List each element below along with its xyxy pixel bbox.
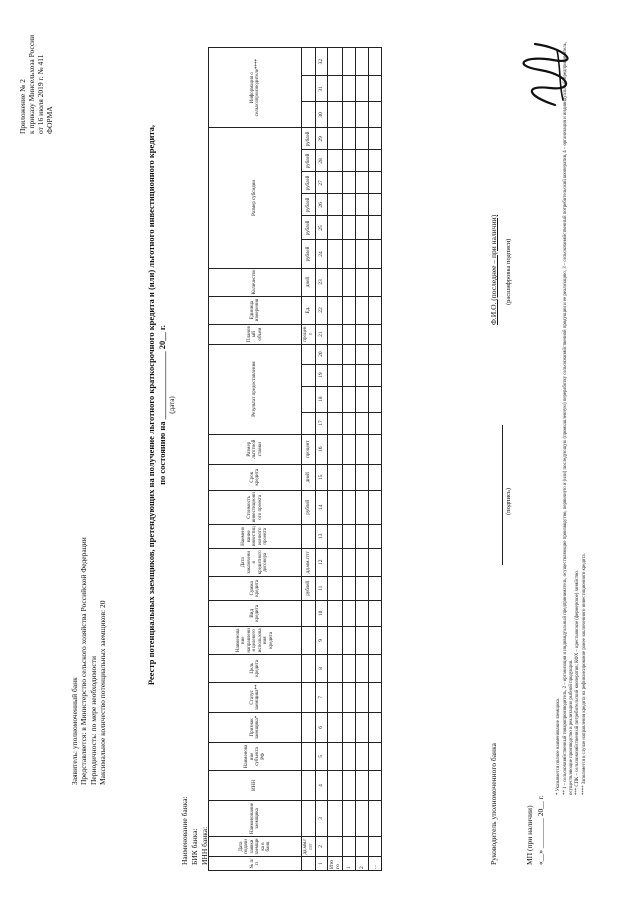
appendix-line: к приказу Минсельхоза России xyxy=(27,34,36,134)
table-cell xyxy=(328,76,343,102)
col-number: 11 xyxy=(316,576,328,600)
table-cell xyxy=(369,742,382,770)
table-cell xyxy=(343,600,356,626)
unit-cell xyxy=(302,857,316,871)
unit-cell xyxy=(302,48,316,76)
table-cell xyxy=(328,654,343,682)
table-cell xyxy=(328,240,343,268)
table-cell xyxy=(328,490,343,524)
bank-inn-label: ИНН банка: xyxy=(199,826,209,865)
table-cell xyxy=(328,324,343,344)
table-cell xyxy=(369,364,382,386)
col-header: Дата подачи заявки заемщика в банк xyxy=(209,836,302,856)
table-cell xyxy=(343,48,356,76)
table-cell xyxy=(343,172,356,194)
table-row xyxy=(356,48,369,871)
col-number: 7 xyxy=(316,682,328,712)
table-cell xyxy=(328,268,343,296)
table-cell xyxy=(343,524,356,548)
table-cell xyxy=(343,386,356,412)
table-cell xyxy=(328,216,343,240)
table-cell xyxy=(343,194,356,216)
table-cell xyxy=(343,412,356,434)
unit-cell: Ед. xyxy=(302,296,316,324)
col-header: № п/п xyxy=(209,857,302,871)
col-number: 23 xyxy=(316,268,328,296)
title-date-line: по состоянию на ________________ 20__ г. xyxy=(157,325,168,485)
table-cell xyxy=(356,296,369,324)
table-cell xyxy=(369,770,382,800)
header-line: Периодичность: по мере необходимости xyxy=(88,655,98,785)
table-cell xyxy=(369,836,382,856)
col-header: Срок кредита xyxy=(209,464,302,490)
table-cell xyxy=(356,770,369,800)
footnote: **** Заполняется в случае направления кредита на рефинансирование ранее заключенного инвестиционного кредита. xyxy=(582,553,587,795)
col-header: Признак заемщика* xyxy=(209,712,302,742)
table-units-row xyxy=(302,48,316,871)
table-cell xyxy=(328,296,343,324)
title-line: Реестр потенциальных заемщиков, претендующих на получение льготного краткосрочного кредита и (или) льготного инвестиционного кредита, xyxy=(146,124,156,686)
table-cell xyxy=(356,216,369,240)
table-cell xyxy=(369,576,382,600)
table-cell xyxy=(343,102,356,128)
col-number: 4 xyxy=(316,770,328,800)
unit-cell xyxy=(302,76,316,102)
col-header: Наименование инвестиционного проекта xyxy=(209,524,302,548)
row-label: Итого xyxy=(328,857,343,871)
unit-cell xyxy=(302,364,316,386)
table-cell xyxy=(369,344,382,364)
signer-position: Руководитель уполномоченного банка xyxy=(489,743,498,865)
table-cell xyxy=(369,682,382,712)
unit-cell: дней xyxy=(302,464,316,490)
table-cell xyxy=(356,386,369,412)
unit-cell xyxy=(302,654,316,682)
table-cell xyxy=(369,412,382,434)
table-cell xyxy=(369,490,382,524)
table-cell xyxy=(356,654,369,682)
sign-caption: (подпись) xyxy=(505,488,512,515)
table-header-row xyxy=(209,48,302,871)
signature-line xyxy=(502,425,503,565)
table-cell xyxy=(369,800,382,836)
table-cell xyxy=(369,296,382,324)
col-number: 12 xyxy=(316,548,328,576)
col-number: 31 xyxy=(316,76,328,102)
table-cell xyxy=(369,76,382,102)
col-number: 21 xyxy=(316,324,328,344)
col-header: Дата заключения кредитного договора xyxy=(209,548,302,576)
col-number: 20 xyxy=(316,344,328,364)
table-cell xyxy=(343,626,356,654)
table-cell xyxy=(356,434,369,464)
table-cell xyxy=(369,102,382,128)
table-cell xyxy=(343,490,356,524)
table-cell xyxy=(343,344,356,364)
stamp-label: МП (при наличии) xyxy=(525,805,534,865)
table-cell xyxy=(343,576,356,600)
table-cell xyxy=(328,150,343,172)
table-cell xyxy=(356,364,369,386)
table-cell xyxy=(343,654,356,682)
table-cell xyxy=(356,524,369,548)
table-cell xyxy=(328,102,343,128)
table-cell xyxy=(343,464,356,490)
handwritten-signature xyxy=(515,40,575,110)
table-cell xyxy=(356,682,369,712)
table-cell xyxy=(356,268,369,296)
table-cell xyxy=(328,344,343,364)
appendix-line: от 16 июля 2019 г. № 411 xyxy=(36,54,45,134)
col-number: 8 xyxy=(316,654,328,682)
unit-cell: рублей xyxy=(302,576,316,600)
footnotes xyxy=(556,15,589,795)
col-header: Единица измерения xyxy=(209,296,302,324)
col-number: 25 xyxy=(316,216,328,240)
table-cell xyxy=(343,76,356,102)
col-number: 2 xyxy=(316,836,328,856)
col-number: 1 xyxy=(316,857,328,871)
table-row xyxy=(369,48,382,871)
table-cell xyxy=(369,150,382,172)
table-cell xyxy=(343,836,356,856)
table-cell xyxy=(328,434,343,464)
table-cell xyxy=(328,364,343,386)
table-cell xyxy=(328,800,343,836)
table-cell xyxy=(343,770,356,800)
col-number: 9 xyxy=(316,626,328,654)
table-cell xyxy=(369,434,382,464)
table-cell xyxy=(356,240,369,268)
table-cell xyxy=(343,682,356,712)
unit-cell: рублей xyxy=(302,240,316,268)
col-header: Результат предоставления xyxy=(209,344,302,434)
table-cell xyxy=(356,150,369,172)
unit-cell xyxy=(302,102,316,128)
col-header: Наименование субъекта РФ xyxy=(209,742,302,770)
table-cell xyxy=(328,576,343,600)
table-cell xyxy=(343,296,356,324)
col-header: Стоимость инвестиционного проекта xyxy=(209,490,302,524)
col-number: 27 xyxy=(316,172,328,194)
table-cell xyxy=(328,412,343,434)
table-cell xyxy=(343,712,356,742)
unit-cell: рублей xyxy=(302,194,316,216)
table-cell xyxy=(369,600,382,626)
table-cell xyxy=(369,48,382,76)
unit-cell xyxy=(302,344,316,364)
table-cell xyxy=(328,548,343,576)
bank-name-label: Наименование банка: xyxy=(180,796,189,865)
table-cell xyxy=(369,128,382,150)
col-number: 14 xyxy=(316,490,328,524)
col-header: Наименование направления целевого использования кредита xyxy=(209,626,302,654)
table-cell xyxy=(343,364,356,386)
table-cell xyxy=(369,240,382,268)
col-number: 13 xyxy=(316,524,328,548)
unit-cell: рублей xyxy=(302,150,316,172)
table-cell xyxy=(343,800,356,836)
sign-date: «__» ________ 20__ г. xyxy=(536,795,546,865)
table-cell xyxy=(356,76,369,102)
table-cell xyxy=(369,548,382,576)
col-header: Наименование заемщика xyxy=(209,800,302,836)
table-cell xyxy=(328,600,343,626)
table-cell xyxy=(356,48,369,76)
appendix-block xyxy=(18,14,54,134)
col-number: 30 xyxy=(316,102,328,128)
unit-cell: дд.мм.гггг xyxy=(302,548,316,576)
row-label: 1 xyxy=(343,857,356,871)
col-number: 16 xyxy=(316,434,328,464)
table-cell xyxy=(343,240,356,268)
table-cell xyxy=(356,490,369,524)
table-cell xyxy=(369,712,382,742)
unit-cell: дд.мм.гггг xyxy=(302,836,316,856)
table-cell xyxy=(343,268,356,296)
table-cell xyxy=(356,626,369,654)
table-cell xyxy=(356,128,369,150)
col-number: 22 xyxy=(316,296,328,324)
bank-bik-label: БИК банка: xyxy=(189,828,199,865)
unit-cell xyxy=(302,626,316,654)
unit-cell: рублей xyxy=(302,172,316,194)
col-header: Статус заемщика** xyxy=(209,682,302,712)
table-cell xyxy=(369,194,382,216)
table-cell xyxy=(369,324,382,344)
table-cell xyxy=(343,742,356,770)
table-cell xyxy=(328,836,343,856)
unit-cell xyxy=(302,800,316,836)
unit-cell: рублей xyxy=(302,216,316,240)
table-cell xyxy=(343,434,356,464)
unit-cell xyxy=(302,386,316,412)
row-label: ... xyxy=(369,857,382,871)
unit-cell xyxy=(302,742,316,770)
table-cell xyxy=(369,268,382,296)
col-number: 6 xyxy=(316,712,328,742)
table-cell xyxy=(356,548,369,576)
col-number: 10 xyxy=(316,600,328,626)
column-number-row xyxy=(316,48,328,871)
appendix-line: ФОРМА xyxy=(45,106,54,134)
table-cell xyxy=(356,742,369,770)
table-cell xyxy=(328,172,343,194)
header-line: Максимальное количество потенциальных заемщиков: 20 xyxy=(98,600,108,785)
unit-cell: процент xyxy=(302,324,316,344)
table-cell xyxy=(343,128,356,150)
table-cell xyxy=(356,324,369,344)
col-number: 24 xyxy=(316,240,328,268)
unit-cell: дней xyxy=(302,268,316,296)
table-cell xyxy=(369,386,382,412)
table-cell xyxy=(328,386,343,412)
table-cell xyxy=(328,626,343,654)
bank-info xyxy=(180,705,209,865)
col-number: 15 xyxy=(316,464,328,490)
table-body xyxy=(328,48,382,871)
date-caption: (дата) xyxy=(168,396,177,414)
table-cell xyxy=(369,464,382,490)
col-header: Информация о сельхозпроизводителе**** xyxy=(209,48,302,128)
fio-label: Ф.И.О. (последнее – при наличии) xyxy=(489,214,498,325)
col-header: ИНН xyxy=(209,770,302,800)
unit-cell: рублей xyxy=(302,128,316,150)
table-cell xyxy=(328,194,343,216)
table-cell xyxy=(356,412,369,434)
col-number: 18 xyxy=(316,386,328,412)
table-cell xyxy=(356,344,369,364)
table-row xyxy=(328,48,343,871)
unit-cell xyxy=(302,524,316,548)
unit-cell xyxy=(302,770,316,800)
row-label: 2 xyxy=(356,857,369,871)
table-cell xyxy=(356,600,369,626)
table-cell xyxy=(328,524,343,548)
table-cell xyxy=(328,770,343,800)
col-number: 5 xyxy=(316,742,328,770)
table-cell xyxy=(356,172,369,194)
table-cell xyxy=(343,150,356,172)
table-cell xyxy=(356,194,369,216)
table-cell xyxy=(343,548,356,576)
col-header: Вид кредита xyxy=(209,600,302,626)
unit-cell xyxy=(302,600,316,626)
table-cell xyxy=(328,682,343,712)
col-header: Плановый объем xyxy=(209,324,302,344)
col-number: 3 xyxy=(316,800,328,836)
table-cell xyxy=(328,742,343,770)
col-header: Размер льготной ставки xyxy=(209,434,302,464)
table-cell xyxy=(369,216,382,240)
footnote: * Указывается полное наименование заемщика. xyxy=(556,697,561,795)
fio-caption: (расшифровка подписи) xyxy=(505,238,512,305)
register-title xyxy=(146,65,177,745)
unit-cell xyxy=(302,412,316,434)
table-cell xyxy=(356,836,369,856)
stamp-block xyxy=(524,795,547,865)
table-cell xyxy=(369,172,382,194)
unit-cell: рублей xyxy=(302,490,316,524)
unit-cell: процент xyxy=(302,434,316,464)
table-cell xyxy=(328,128,343,150)
unit-cell xyxy=(302,712,316,742)
footnote: *** СПК – сельскохозяйственный потребительский кооператив; КФХ – крестьянское (фермерское) хозяйство. xyxy=(575,570,581,795)
table-cell xyxy=(356,712,369,742)
col-header: Количество xyxy=(209,268,302,296)
table-cell xyxy=(328,48,343,76)
table-cell xyxy=(369,626,382,654)
register-table xyxy=(208,47,382,871)
col-number: 29 xyxy=(316,128,328,150)
unit-cell xyxy=(302,682,316,712)
table-cell xyxy=(356,464,369,490)
col-number: 19 xyxy=(316,364,328,386)
form-header xyxy=(70,265,108,785)
footnote: ** 1 – сельскохозяйственный товаропроизводитель, 2 – организация и индивидуальный предприниматель, осуществляющие производство, первичную и (или) последующую (промышленную) переработку сельскохозяйственной продукции и ее реализацию, 3 – сельскохозяйственный потребительский кооператив, 4 – организация и индивидуальный предприниматель, осуществляющие производство и реализацию рыбной продукции. xyxy=(562,41,574,795)
table-cell xyxy=(356,800,369,836)
table-row xyxy=(343,48,356,871)
table-cell xyxy=(356,576,369,600)
col-header: Цель кредита xyxy=(209,654,302,682)
table-cell xyxy=(369,524,382,548)
table-cell xyxy=(369,654,382,682)
col-number: 17 xyxy=(316,412,328,434)
table-cell xyxy=(343,324,356,344)
table-cell xyxy=(343,216,356,240)
header-line: Заявитель: уполномоченный банк xyxy=(70,677,79,785)
table-cell xyxy=(328,712,343,742)
col-number: 32 xyxy=(316,48,328,76)
col-number: 28 xyxy=(316,150,328,172)
header-line: Представляется: в Министерство сельского хозяйства Российской Федерации xyxy=(79,537,89,785)
table-cell xyxy=(328,464,343,490)
appendix-line: Приложение № 2 xyxy=(18,79,27,134)
table-cell xyxy=(356,102,369,128)
col-number: 26 xyxy=(316,194,328,216)
col-header: Размер субсидии xyxy=(209,128,302,268)
col-header: Сумма кредита xyxy=(209,576,302,600)
